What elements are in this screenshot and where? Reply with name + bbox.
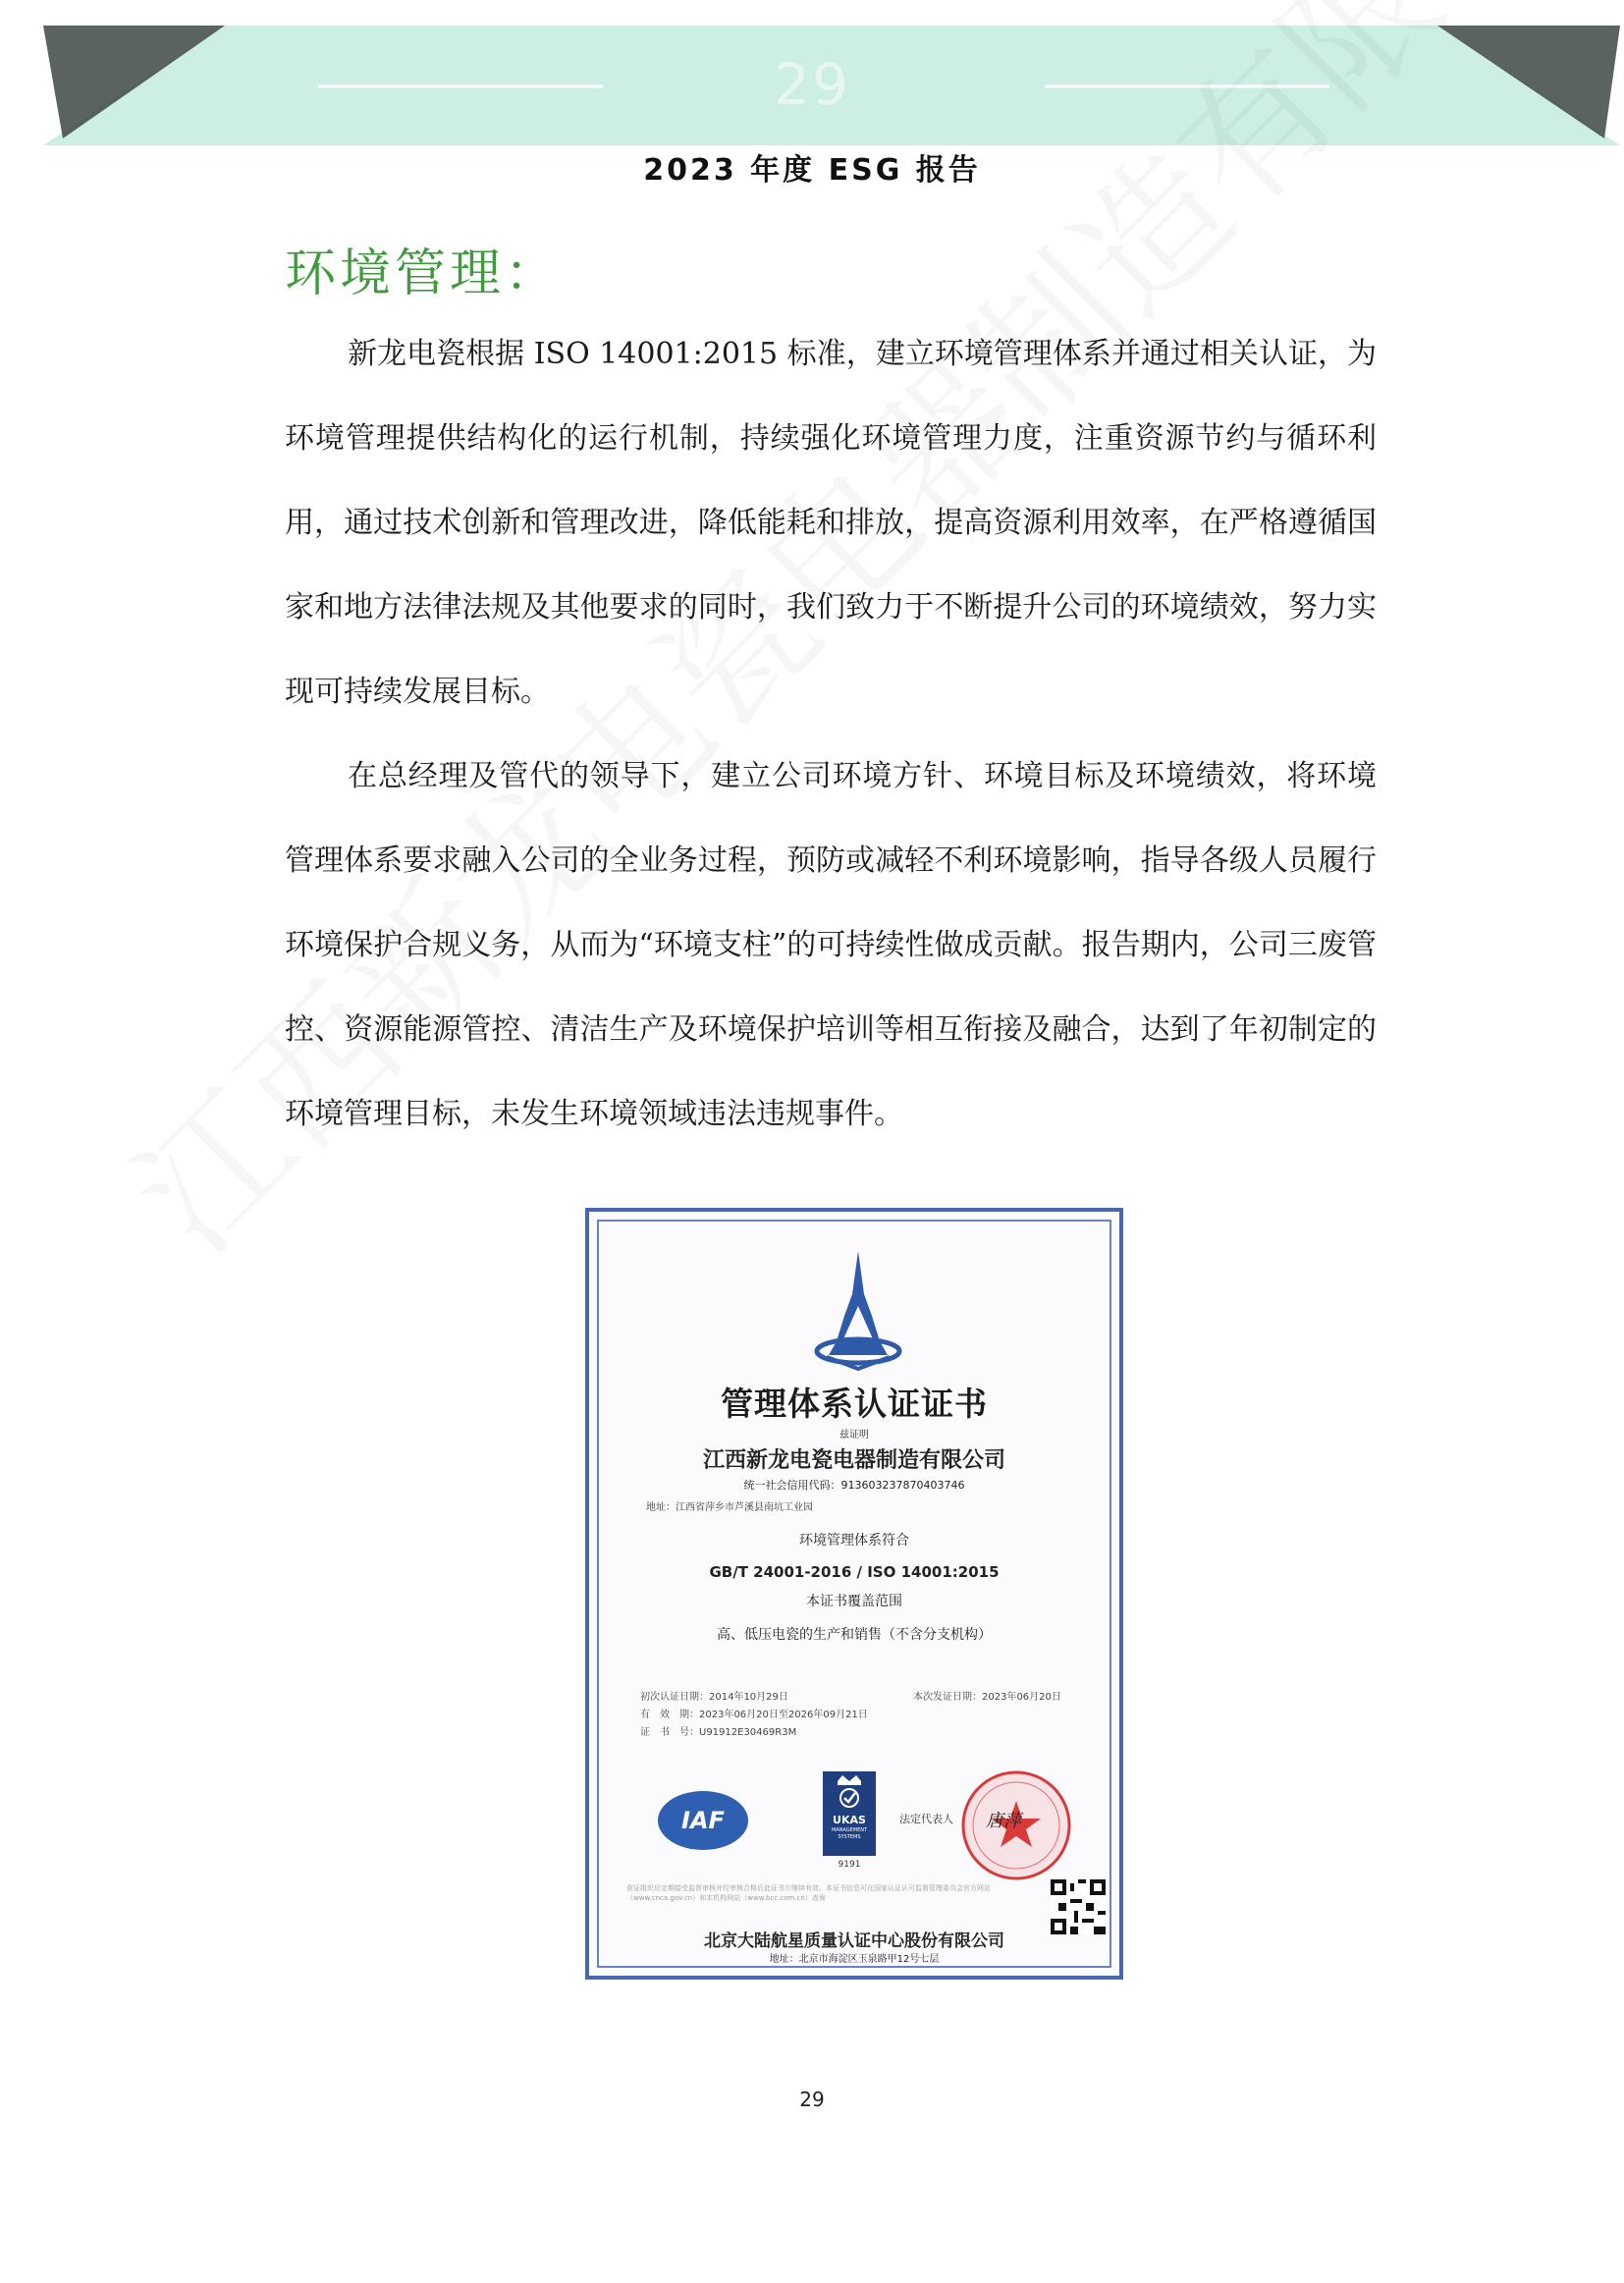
paragraph: 新龙电瓷根据 ISO 14001:2015 标准，建立环境管理体系并通过相关认证，为环境管理提供结构化的运行机制，持续强化环境管理力度，注重资源节约与循环利用，通过技术创新和管理改进，降低能耗和排放，提高资源利用效率，在严格遵循国家和地方法律法规及其他要求的同时，我们致力于不断提升公司的环境绩效，努力实现可持续发展目标。: [285, 337, 1377, 709]
certificate-scope: 高、低压电瓷的生产和销售（不含分支机构）: [717, 1627, 992, 1643]
legal-rep-label: 法定代表人: [899, 1813, 953, 1825]
certificate-conforms: 环境管理体系符合: [799, 1533, 909, 1549]
certificate-issuer: 北京大陆航星质量认证中心股份有限公司: [704, 1931, 1004, 1951]
certificate-validity: 有 效 期：2023年06月20日至2026年09月21日: [640, 1710, 868, 1720]
certificate-image: [585, 1208, 1123, 1980]
ukas-logo-icon: [823, 1771, 876, 1856]
signature: 唐萍: [986, 1811, 1021, 1831]
certificate-address: 地址：江西省萍乡市芦溪县南坑工业园: [646, 1502, 813, 1513]
body-content: [285, 312, 1377, 1157]
certification-body-logo-icon: [809, 1247, 907, 1371]
certificate-initial-date: 初次认证日期：2014年10月29日: [640, 1692, 788, 1703]
certificate-company: 江西新龙电瓷电器制造有限公司: [702, 1448, 1005, 1473]
banner-page-number: 29: [774, 51, 850, 118]
section-title: 环境管理：: [285, 245, 561, 303]
certificate-attest: 兹证明: [839, 1430, 869, 1440]
iaf-logo-icon: IAF: [658, 1791, 748, 1850]
ukas-label: UKAS: [833, 1814, 866, 1826]
certificate-credit-code: 统一社会信用代码：913603237870403746: [743, 1479, 965, 1492]
crown-check-icon: [823, 1771, 876, 1811]
page-number: 29: [799, 2088, 825, 2111]
certificate-number: 证 书 号：U91912E30469R3M: [640, 1727, 797, 1738]
certificate-issue-date: 本次发证日期：2023年06月20日: [913, 1692, 1061, 1703]
report-title: 2023 年度 ESG 报告: [643, 153, 981, 188]
certificate-title: 管理体系认证证书: [721, 1385, 988, 1423]
certificate-issuer-address: 地址：北京市海淀区玉泉路甲12号七层: [769, 1954, 940, 1965]
certificate-standard: GB/T 24001-2016 / ISO 14001:2015: [709, 1563, 1000, 1581]
certificate-fine-print: 获证组织应定期接受监督审核并经审核合格后此证书方继续有效。本证书信息可在国家认证认可监督管理委员会官方网站（www.cnca.gov.cn）和本机构网站（www.bcc.com.cn）查询: [626, 1884, 991, 1902]
ukas-sub: MANAGEMENT SYSTEMS: [831, 1827, 868, 1840]
paragraph: 在总经理及管代的领导下，建立公司环境方针、环境目标及环境绩效，将环境管理体系要求融入公司的全业务过程，预防或减轻不利环境影响，指导各级人员履行环境保护合规义务，从而为“环境支柱”的可持续性做成贡献。报告期内，公司三废管控、资源能源管控、清洁生产及环境保护培训等相互衔接及融合，达到了年初制定的环境管理目标，未发生环境领域违法违规事件。: [285, 759, 1377, 1131]
ukas-number: 9191: [838, 1860, 861, 1870]
certificate-scope-label: 本证书覆盖范围: [806, 1594, 902, 1609]
